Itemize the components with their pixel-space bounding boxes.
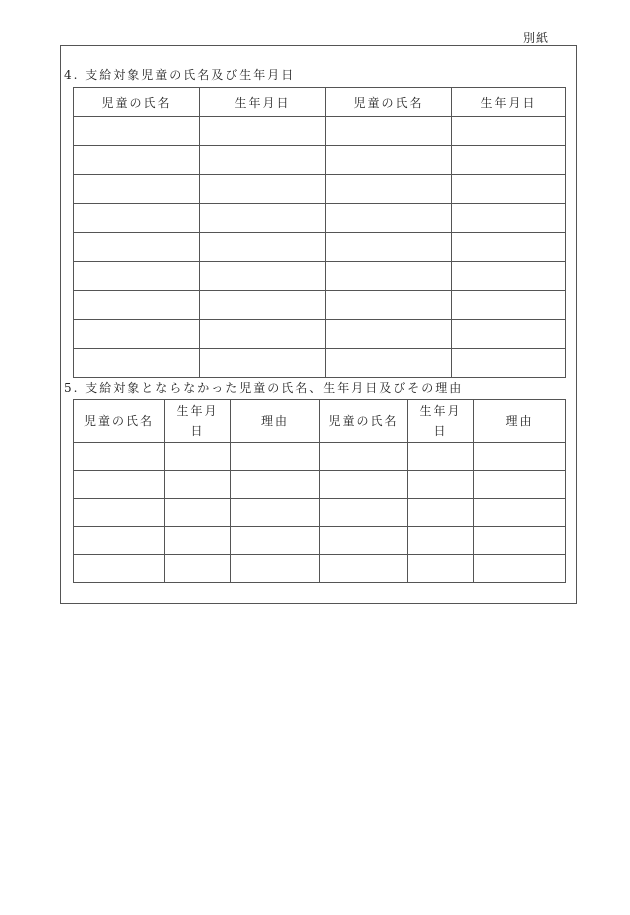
table-cell[interactable]: [320, 443, 408, 471]
table-cell[interactable]: [74, 499, 165, 527]
table-cell[interactable]: [231, 555, 320, 583]
table-cell[interactable]: [74, 146, 200, 175]
table-cell[interactable]: [200, 233, 326, 262]
table-cell[interactable]: [320, 499, 408, 527]
table-cell[interactable]: [452, 291, 566, 320]
table-row: [74, 146, 566, 175]
table-cell[interactable]: [326, 204, 452, 233]
table-cell[interactable]: [231, 471, 320, 499]
table-cell[interactable]: [74, 204, 200, 233]
table-row: [74, 262, 566, 291]
table-cell[interactable]: [326, 349, 452, 378]
section-4-heading: 4. 支給対象児童の氏名及び生年月日: [64, 68, 296, 82]
table-cell[interactable]: [452, 175, 566, 204]
header-birth-date: 生年月日: [165, 400, 231, 443]
table-cell[interactable]: [200, 146, 326, 175]
table-cell[interactable]: [74, 471, 165, 499]
table-cell[interactable]: [320, 555, 408, 583]
table-cell[interactable]: [474, 443, 566, 471]
table-cell[interactable]: [452, 233, 566, 262]
section-5-heading: 5. 支給対象とならなかった児童の氏名、生年月日及びその理由: [64, 381, 464, 395]
table-cell[interactable]: [74, 443, 165, 471]
table-cell[interactable]: [452, 117, 566, 146]
table-cell[interactable]: [165, 527, 231, 555]
table-cell[interactable]: [474, 499, 566, 527]
header-child-name: 児童の氏名: [74, 400, 165, 443]
table-row: [74, 555, 566, 583]
table-cell[interactable]: [408, 555, 474, 583]
table-cell[interactable]: [200, 262, 326, 291]
table-cell[interactable]: [326, 117, 452, 146]
table-cell[interactable]: [326, 320, 452, 349]
table-cell[interactable]: [200, 349, 326, 378]
table-row: [74, 175, 566, 204]
header-birth-date: 生年月日: [200, 88, 326, 117]
table-cell[interactable]: [231, 499, 320, 527]
header-birth-date: 生年月日: [452, 88, 566, 117]
table-cell[interactable]: [231, 443, 320, 471]
table-cell[interactable]: [74, 262, 200, 291]
table-cell[interactable]: [326, 291, 452, 320]
table-cell[interactable]: [200, 117, 326, 146]
table-cell[interactable]: [452, 349, 566, 378]
table-cell[interactable]: [474, 555, 566, 583]
table-row: [74, 499, 566, 527]
table-cell[interactable]: [408, 471, 474, 499]
table-cell[interactable]: [165, 471, 231, 499]
table-cell[interactable]: [408, 443, 474, 471]
table-row: [74, 320, 566, 349]
annex-label: 別紙: [523, 31, 550, 45]
header-reason: 理由: [231, 400, 320, 443]
table-row: [74, 204, 566, 233]
table-row: [74, 291, 566, 320]
header-reason: 理由: [474, 400, 566, 443]
ineligible-children-table: [73, 399, 566, 583]
table-cell[interactable]: [408, 499, 474, 527]
table-cell[interactable]: [408, 527, 474, 555]
table-cell[interactable]: [320, 471, 408, 499]
header-child-name: 児童の氏名: [320, 400, 408, 443]
header-birth-date: 生年月日: [408, 400, 474, 443]
table-cell[interactable]: [165, 443, 231, 471]
table-cell[interactable]: [452, 262, 566, 291]
table-cell[interactable]: [231, 527, 320, 555]
table-cell[interactable]: [326, 146, 452, 175]
children-table: [73, 87, 566, 378]
table-row: [74, 527, 566, 555]
table-cell[interactable]: [74, 527, 165, 555]
table-cell[interactable]: [74, 291, 200, 320]
table-header-row: [74, 88, 566, 117]
table-row: [74, 471, 566, 499]
table-cell[interactable]: [74, 555, 165, 583]
table-row: [74, 349, 566, 378]
table-cell[interactable]: [452, 320, 566, 349]
table-cell[interactable]: [200, 291, 326, 320]
table-header-row: [74, 400, 566, 443]
header-child-name: 児童の氏名: [326, 88, 452, 117]
table-cell[interactable]: [326, 262, 452, 291]
table-cell[interactable]: [74, 349, 200, 378]
header-child-name: 児童の氏名: [74, 88, 200, 117]
table-cell[interactable]: [74, 117, 200, 146]
table-row: [74, 233, 566, 262]
table-cell[interactable]: [200, 320, 326, 349]
table-cell[interactable]: [452, 204, 566, 233]
table-row: [74, 117, 566, 146]
table-cell[interactable]: [200, 204, 326, 233]
table-cell[interactable]: [74, 320, 200, 349]
table-cell[interactable]: [474, 471, 566, 499]
table-cell[interactable]: [74, 233, 200, 262]
table-row: [74, 443, 566, 471]
table-cell[interactable]: [165, 499, 231, 527]
table-cell[interactable]: [165, 555, 231, 583]
table-cell[interactable]: [320, 527, 408, 555]
table-cell[interactable]: [326, 175, 452, 204]
table-cell[interactable]: [326, 233, 452, 262]
table-cell[interactable]: [474, 527, 566, 555]
table-cell[interactable]: [200, 175, 326, 204]
table-cell[interactable]: [452, 146, 566, 175]
table-cell[interactable]: [74, 175, 200, 204]
